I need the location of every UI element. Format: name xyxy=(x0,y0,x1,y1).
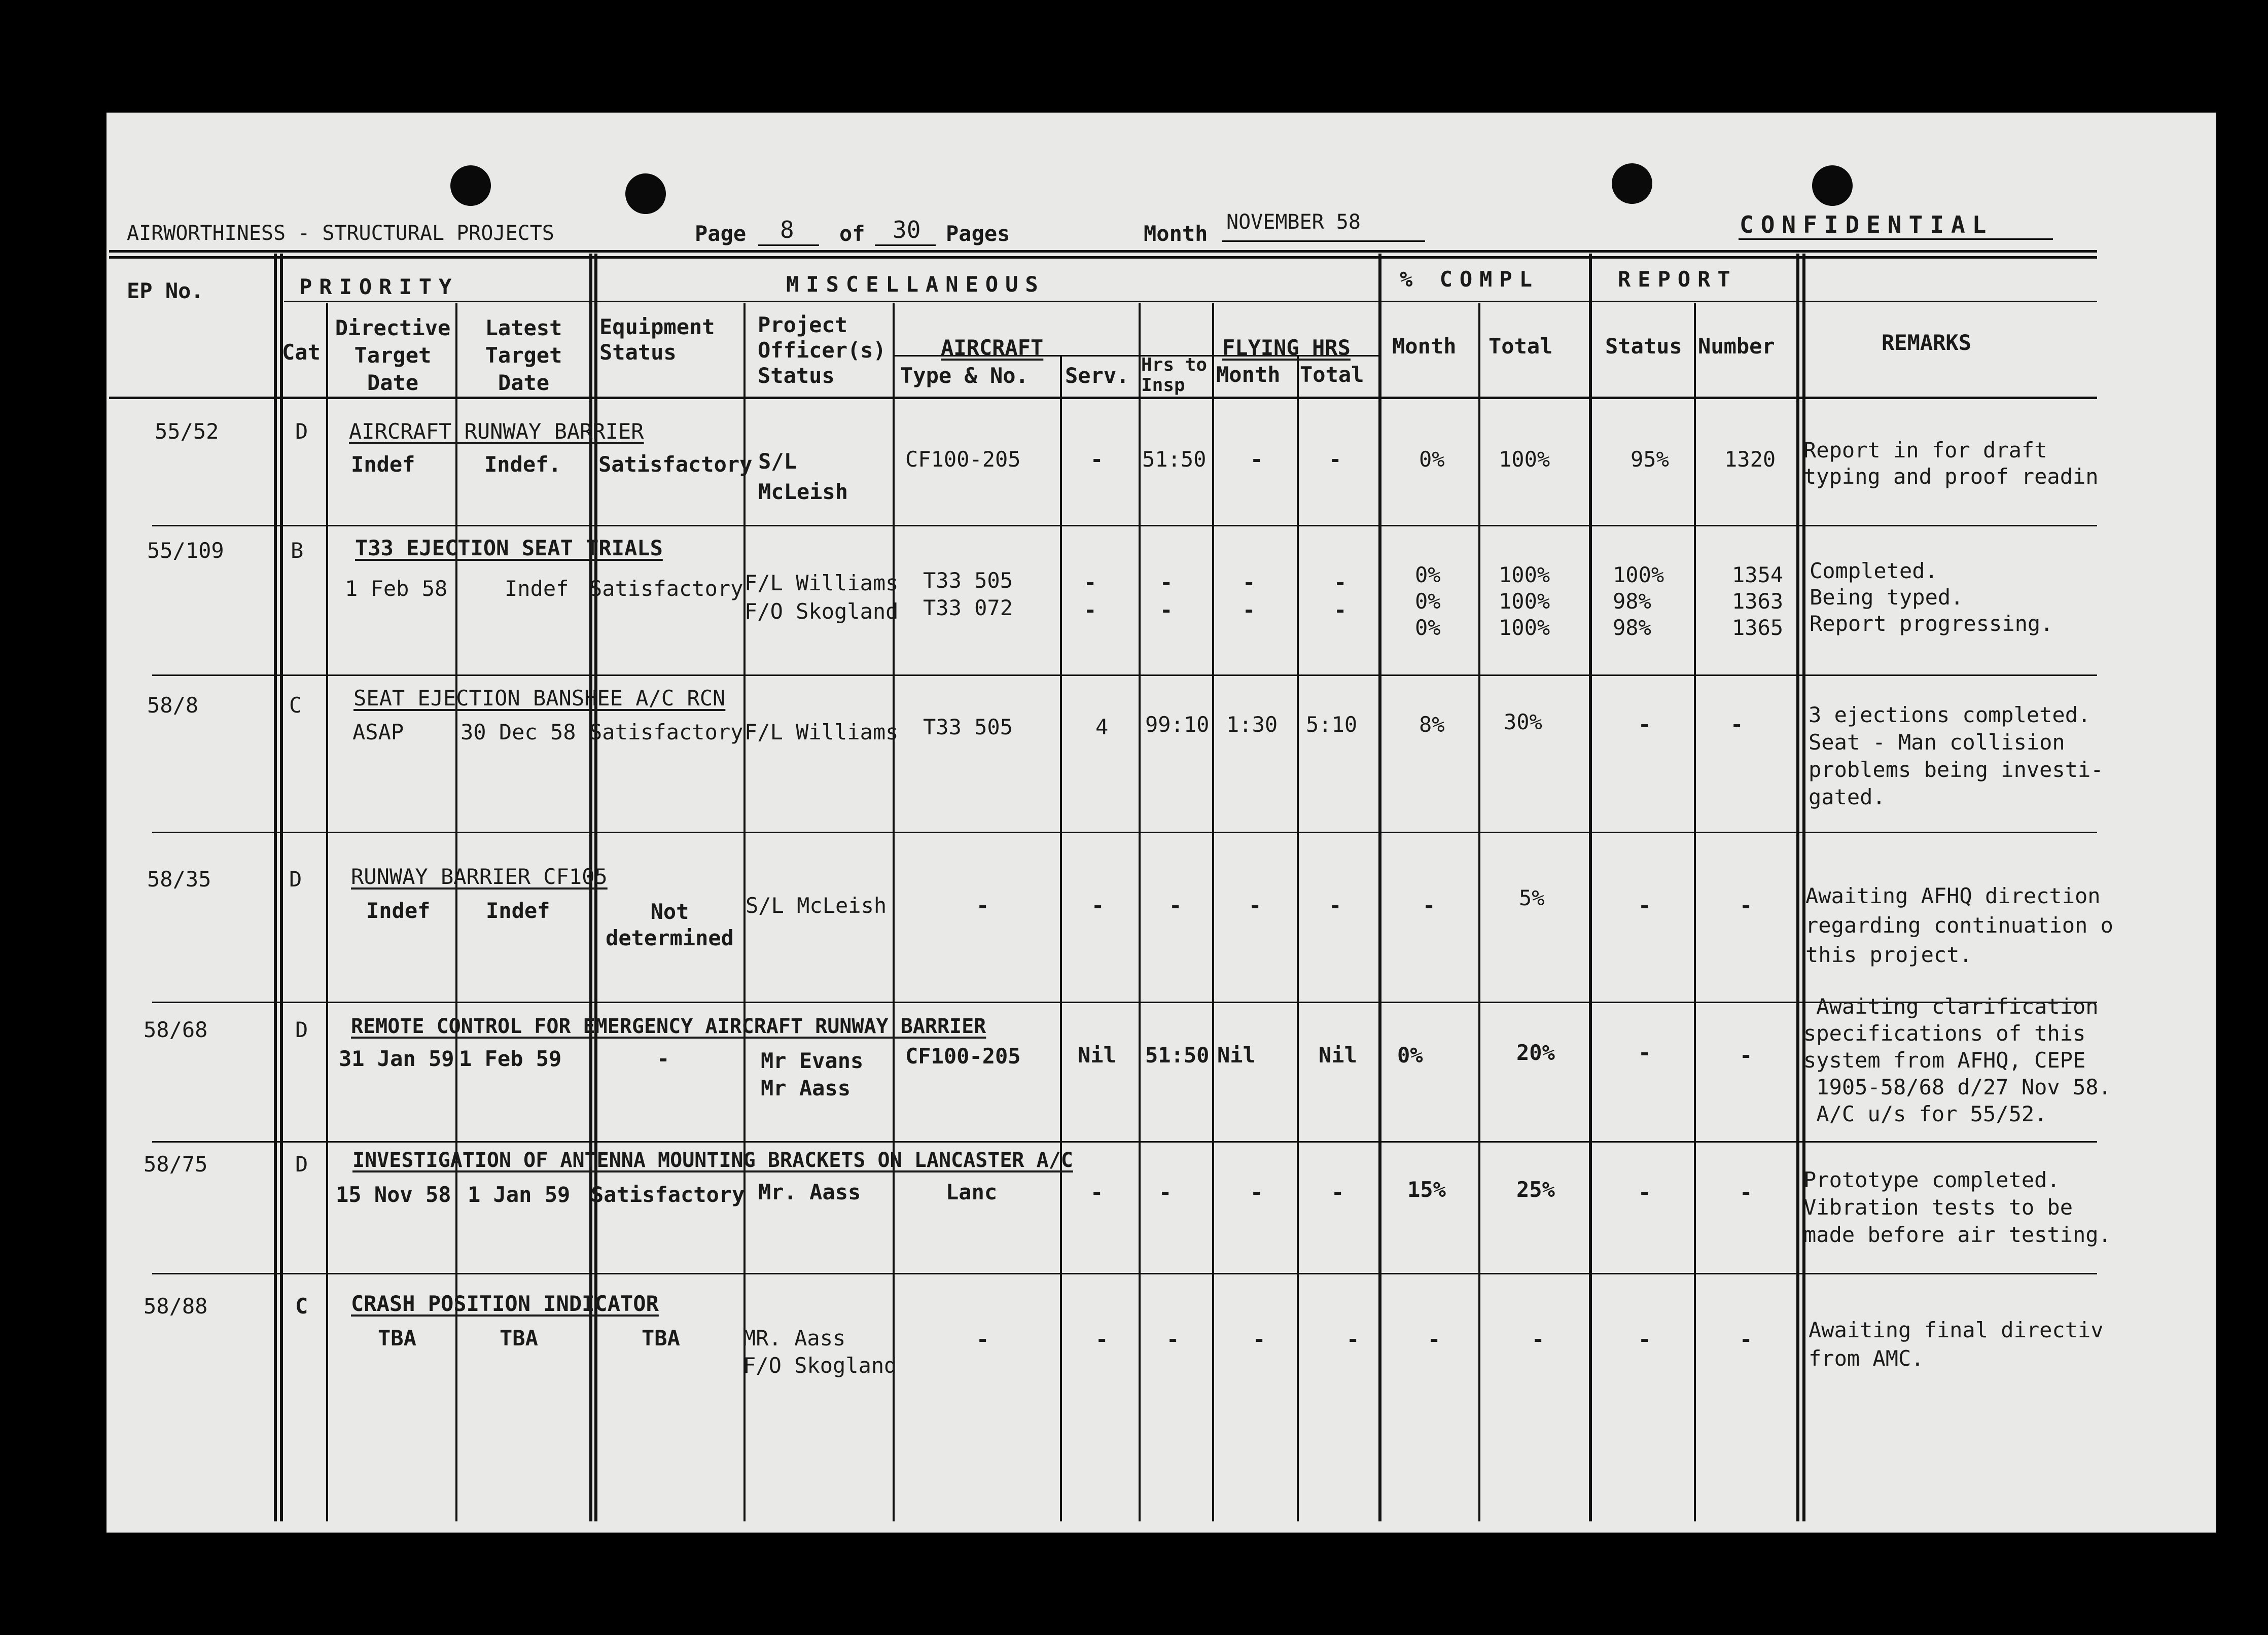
row-compl-month: 0% 0% 0% xyxy=(1415,562,1441,640)
row-report-status: - xyxy=(1638,1040,1651,1065)
table-top-rule xyxy=(109,250,2097,253)
group-header-rule xyxy=(284,301,2097,302)
row-officer: S/L McLeish xyxy=(746,893,887,918)
row-officer: F/L Williams xyxy=(745,720,899,744)
row-equipment-status: Satisfactory xyxy=(589,720,743,744)
row-directive-date: 15 Nov 58 xyxy=(336,1182,451,1207)
row-serv: 4 xyxy=(1095,715,1109,739)
row-report-status: - xyxy=(1638,893,1651,918)
col-header-latest-target-date: Latest Target Date xyxy=(485,315,562,395)
row-hrs-to-insp: - xyxy=(1166,1327,1180,1352)
row-report-number: - xyxy=(1740,1180,1753,1204)
page-total-underline xyxy=(875,244,936,246)
row-hrs-to-insp: - xyxy=(1169,893,1182,918)
row-hrs-to-insp: 51:50 xyxy=(1142,447,1207,472)
classification: CONFIDENTIAL xyxy=(1740,211,1994,238)
page-number-underline xyxy=(758,244,819,246)
row-title: INVESTIGATION OF ANTENNA MOUNTING BRACKETS ON LANCASTER A/C xyxy=(352,1149,1073,1172)
row-equipment-status: Satisfactory xyxy=(589,576,743,601)
row-aircraft-type: - xyxy=(976,893,989,918)
col-divider xyxy=(1060,355,1062,1521)
row-fh-total: - xyxy=(1329,447,1342,472)
row-ep-no: 58/35 xyxy=(147,867,211,892)
page-label: Page xyxy=(695,221,747,246)
row-serv: - - xyxy=(1084,570,1097,622)
row-equipment-status: - xyxy=(657,1046,670,1071)
row-report-number: - xyxy=(1740,1327,1753,1352)
classification-underline xyxy=(1739,238,2053,240)
col-header-cat: Cat xyxy=(282,340,321,365)
row-remarks: 3 ejections completed. Seat - Man collision problems being investi- gated. xyxy=(1809,702,2104,809)
row-report-number: 1354 1363 1365 xyxy=(1732,562,1784,640)
row-remarks: Awaiting clarification specifications of this system from AFHQ, CEPE 1905-58/68 d/27 Nov 58. A/C u/s for 55/52. xyxy=(1803,994,2111,1126)
row-hrs-to-insp: - xyxy=(1159,1180,1172,1204)
col-header-directive-target-date: Directive Target Date xyxy=(335,315,451,395)
row-hrs-to-insp: - - xyxy=(1160,570,1173,622)
row-ep-no: 58/8 xyxy=(147,693,199,718)
row-compl-total: 100% xyxy=(1499,447,1550,472)
row-equipment-status: Satisfactory xyxy=(591,1182,745,1207)
row-hrs-to-insp: 99:10 xyxy=(1145,712,1210,737)
row-fh-total: - xyxy=(1329,893,1342,918)
row-fh-month: - xyxy=(1249,893,1262,918)
row-cat: C xyxy=(289,693,302,718)
row-report-status: - xyxy=(1638,1327,1651,1352)
row-remarks: Prototype completed. Vibration tests to be made before air testing. xyxy=(1803,1167,2111,1247)
row-remarks: Awaiting AFHQ direction regarding continuation o this project. xyxy=(1805,883,2113,967)
row-serv: - xyxy=(1091,893,1105,918)
row-latest-date: TBA xyxy=(500,1326,538,1350)
col-divider xyxy=(1378,254,1381,1521)
col-header-pct-compl: % COMPL xyxy=(1400,267,1540,292)
row-serv: - xyxy=(1095,1327,1109,1352)
row-compl-month: - xyxy=(1428,1327,1441,1352)
row-remarks: Awaiting final directiv from AMC. xyxy=(1809,1318,2104,1371)
row-fh-month: 1:30 xyxy=(1226,712,1278,737)
row-compl-month: 0% xyxy=(1397,1043,1423,1068)
row-compl-total: 5% xyxy=(1519,885,1545,910)
row-compl-total: 20% xyxy=(1516,1040,1555,1065)
col-divider xyxy=(274,254,277,1521)
row-compl-month: 15% xyxy=(1407,1177,1446,1202)
row-cat: D xyxy=(289,867,302,892)
row-directive-date: Indef xyxy=(351,452,415,477)
pages-label: Pages xyxy=(946,221,1010,246)
punch-hole xyxy=(625,173,666,214)
row-aircraft-type: - xyxy=(976,1327,989,1352)
row-latest-date: 30 Dec 58 xyxy=(460,720,576,744)
col-divider xyxy=(1478,303,1480,1521)
row-directive-date: Indef xyxy=(366,898,431,923)
row-report-status: - xyxy=(1638,1180,1651,1204)
col-header-equipment-status: Equipment Status xyxy=(599,314,715,365)
row-serv: - xyxy=(1090,447,1104,472)
row-directive-date: 31 Jan 59 xyxy=(339,1046,454,1071)
row-ep-no: 58/88 xyxy=(144,1294,208,1319)
col-divider xyxy=(280,254,283,1521)
col-header-miscellaneous: MISCELLANEOUS xyxy=(786,272,1045,297)
row-equipment-status: TBA xyxy=(642,1326,680,1350)
row-officer: Mr Evans Mr Aass xyxy=(761,1048,864,1100)
row-fh-total: - - xyxy=(1334,570,1347,622)
row-officer: Mr. Aass xyxy=(758,1180,861,1204)
row-report-status: 95% xyxy=(1631,447,1669,472)
row-compl-total: 25% xyxy=(1516,1177,1555,1202)
col-divider xyxy=(326,303,328,1521)
row-ep-no: 58/68 xyxy=(144,1017,208,1042)
row-remarks: Report in for draft typing and proof readin xyxy=(1803,438,2099,489)
col-divider xyxy=(1297,355,1299,1521)
col-header-hrs-to-insp: Hrs to Insp xyxy=(1141,354,1208,396)
col-divider xyxy=(1694,303,1696,1521)
page-number: 8 xyxy=(780,216,794,243)
col-header-priority: PRIORITY xyxy=(299,274,459,299)
row-cat: D xyxy=(295,1017,308,1042)
row-title: T33 EJECTION SEAT TRIALS xyxy=(355,536,663,560)
row-fh-month: - xyxy=(1250,447,1263,472)
row-fh-month: - xyxy=(1253,1327,1266,1352)
row-compl-total: - xyxy=(1532,1327,1545,1352)
row-ep-no: 55/109 xyxy=(147,538,224,563)
col-header-report-number: Number xyxy=(1698,334,1775,359)
col-header-compl-total: Total xyxy=(1489,334,1553,359)
row-latest-date: Indef. xyxy=(484,452,561,477)
col-header-flying-hrs: FLYING HRS xyxy=(1222,335,1351,360)
row-aircraft-type: T33 505 xyxy=(923,715,1013,739)
col-header-project-officer-status: Project Officer(s) Status xyxy=(758,312,886,388)
col-header-serv: Serv. xyxy=(1065,363,1129,388)
row-remarks: Completed. Being typed. Report progressing. xyxy=(1810,558,2053,636)
row-cat: B xyxy=(291,538,304,563)
row-fh-total: Nil xyxy=(1319,1043,1357,1068)
col-header-type-no: Type & No. xyxy=(900,363,1029,388)
row-directive-date: 1 Feb 58 xyxy=(345,576,448,601)
col-divider xyxy=(1796,254,1799,1521)
row-report-number: 1320 xyxy=(1724,447,1776,472)
col-header-compl-month: Month xyxy=(1392,334,1457,359)
col-header-report: REPORT xyxy=(1618,267,1738,292)
row-report-status: 100% 98% 98% xyxy=(1613,562,1664,640)
row-hrs-to-insp: 51:50 xyxy=(1145,1043,1210,1068)
punch-hole xyxy=(1812,165,1853,206)
row-title: REMOTE CONTROL FOR EMERGENCY AIRCRAFT RUNWAY BARRIER xyxy=(351,1015,986,1038)
row-serv: Nil xyxy=(1078,1043,1116,1068)
form-title: AIRWORTHINESS - STRUCTURAL PROJECTS xyxy=(127,222,554,245)
row-fh-total: - xyxy=(1331,1180,1344,1204)
month-underline xyxy=(1222,240,1425,242)
row-cat: C xyxy=(295,1294,308,1319)
col-header-aircraft: AIRCRAFT xyxy=(941,335,1044,360)
row-equipment-status: Satisfactory xyxy=(598,452,753,477)
month-label: Month xyxy=(1144,221,1208,246)
row-report-number: - xyxy=(1740,1043,1753,1068)
row-fh-total: 5:10 xyxy=(1306,712,1358,737)
row-directive-date: TBA xyxy=(378,1326,416,1350)
row-compl-month: 8% xyxy=(1419,712,1445,737)
row-directive-date: ASAP xyxy=(352,720,404,744)
row-fh-month: Nil xyxy=(1217,1043,1256,1068)
row-aircraft-type: CF100-205 xyxy=(905,1044,1021,1069)
row-title: RUNWAY BARRIER CF105 xyxy=(351,864,608,889)
col-header-fh-total: Total xyxy=(1300,362,1364,387)
row-officer: F/L Williams F/O Skogland xyxy=(745,571,899,624)
col-header-report-status: Status xyxy=(1605,334,1682,359)
col-divider xyxy=(455,303,457,1521)
row-fh-total: - xyxy=(1346,1327,1360,1352)
row-cat: D xyxy=(295,1152,308,1177)
col-header-remarks: REMARKS xyxy=(1882,330,1972,355)
col-divider xyxy=(1589,254,1592,1521)
row-aircraft-type: CF100-205 xyxy=(905,447,1021,472)
row-latest-date: 1 Jan 59 xyxy=(468,1182,571,1207)
row-compl-total: 100% 100% 100% xyxy=(1499,562,1550,640)
row-cat: D xyxy=(295,419,308,444)
row-report-number: - xyxy=(1730,712,1744,737)
row-latest-date: Indef xyxy=(486,898,550,923)
col-header-ep-no: EP No. xyxy=(127,278,204,303)
punch-hole xyxy=(1612,163,1652,204)
row-title: SEAT EJECTION BANSHEE A/C RCN xyxy=(353,686,726,710)
row-ep-no: 58/75 xyxy=(144,1152,208,1177)
row-aircraft-type: Lanc xyxy=(946,1180,998,1204)
col-divider xyxy=(1139,303,1141,1521)
row-fh-month: - - xyxy=(1243,570,1256,622)
month-value: NOVEMBER 58 xyxy=(1226,210,1361,234)
col-divider xyxy=(1212,303,1214,1521)
row-latest-date: Indef xyxy=(505,576,569,601)
punch-hole xyxy=(450,165,491,206)
row-title: AIRCRAFT RUNWAY BARRIER xyxy=(349,419,644,444)
row-compl-month: 0% xyxy=(1419,447,1445,472)
row-officer: MR. Aass F/O Skogland xyxy=(743,1326,897,1378)
row-report-number: - xyxy=(1740,893,1753,918)
row-title: CRASH POSITION INDICATOR xyxy=(351,1291,659,1316)
row-ep-no: 55/52 xyxy=(155,419,219,444)
row-compl-total: 30% xyxy=(1504,709,1542,734)
row-fh-month: - xyxy=(1250,1180,1263,1204)
row-equipment-status: Not determined xyxy=(606,899,734,950)
row-aircraft-type: T33 505 T33 072 xyxy=(923,568,1013,620)
row-latest-date: 1 Feb 59 xyxy=(459,1046,562,1071)
col-header-fh-month: Month xyxy=(1216,362,1281,387)
row-serv: - xyxy=(1090,1180,1104,1204)
row-officer: S/L McLeish xyxy=(758,449,848,504)
row-compl-month: - xyxy=(1423,893,1436,918)
of-label: of xyxy=(839,221,865,246)
row-report-status: - xyxy=(1638,712,1651,737)
page-total: 30 xyxy=(893,216,921,243)
